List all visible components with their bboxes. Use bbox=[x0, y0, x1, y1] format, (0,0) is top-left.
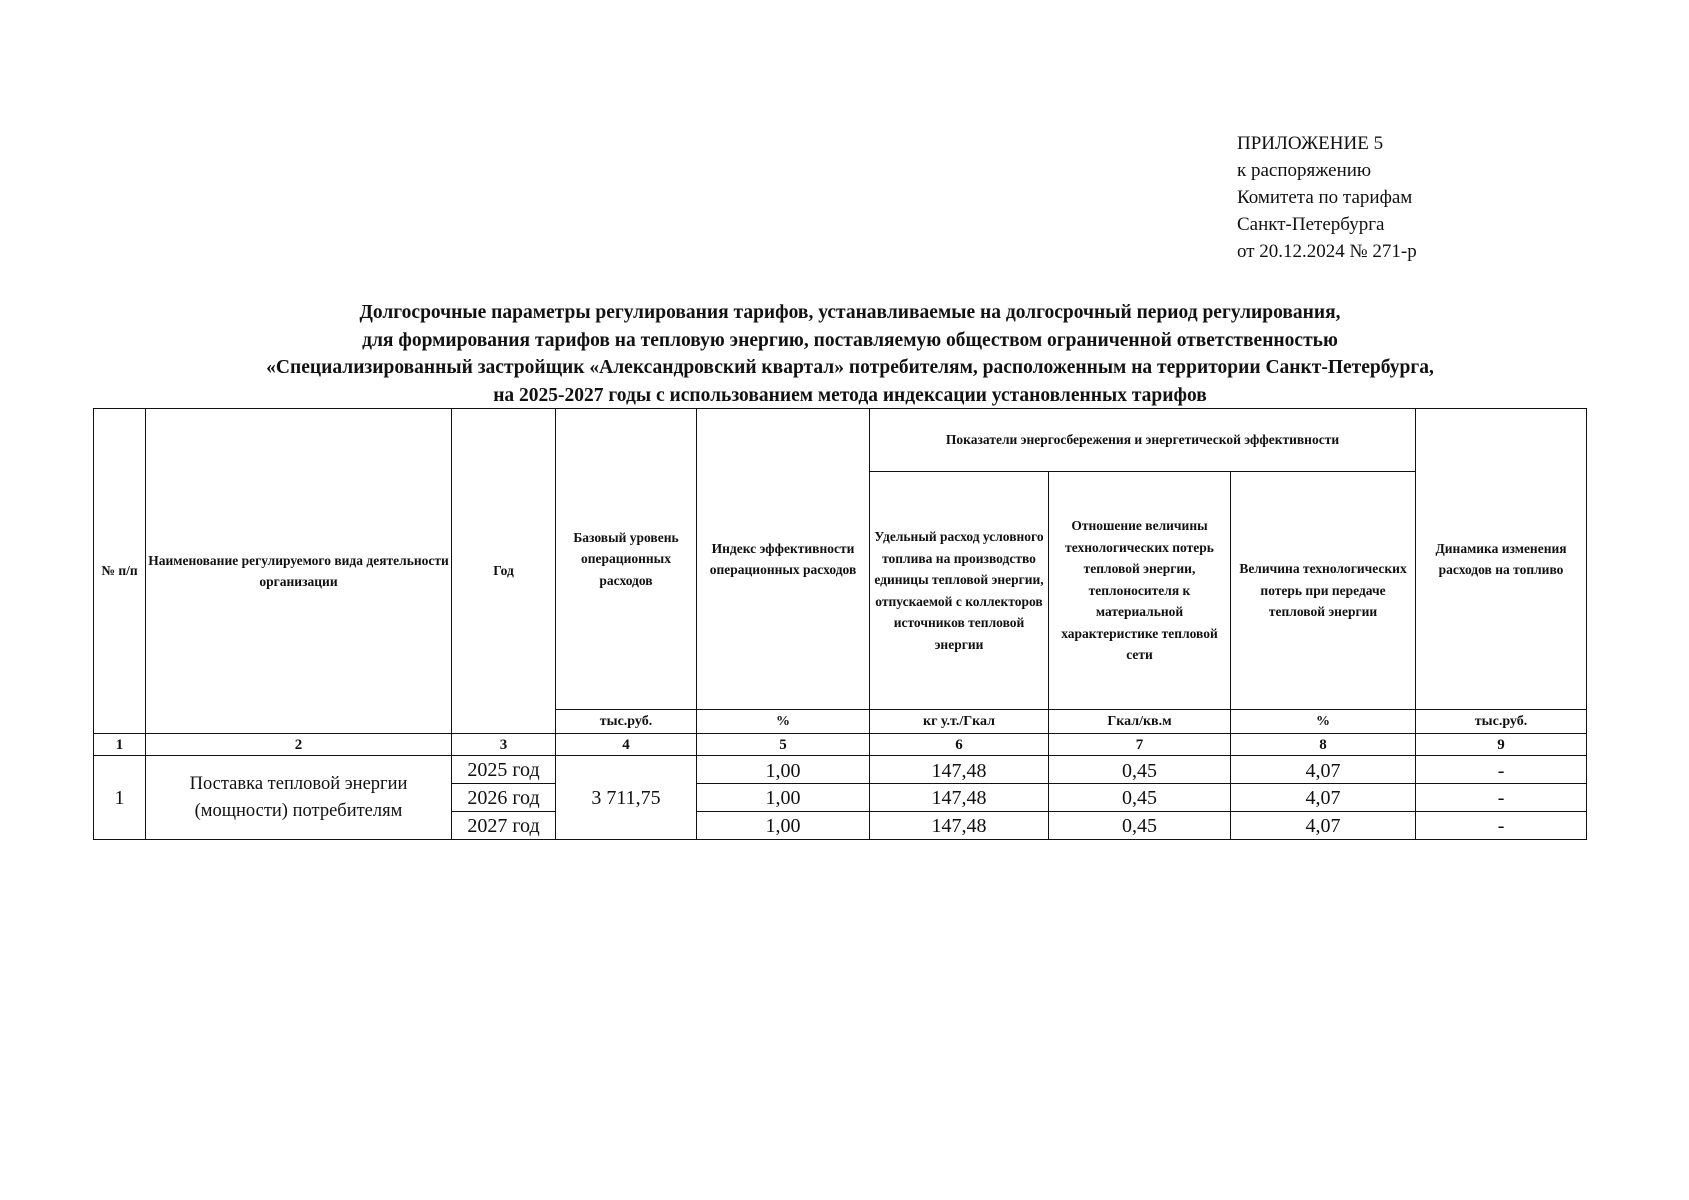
header-losses-ratio: Отношение величины технологических потерь тепловой энергии, теплоносителя к материальной характеристике тепловой сети bbox=[1049, 472, 1231, 710]
parameters-table bbox=[93, 408, 1587, 840]
year-cell: 2026 год bbox=[452, 784, 556, 812]
table-row bbox=[94, 756, 1587, 784]
unit-technological-losses: % bbox=[1231, 710, 1416, 734]
column-number: 8 bbox=[1231, 734, 1416, 756]
column-number: 3 bbox=[452, 734, 556, 756]
title-line: на 2025-2027 годы с использованием метода индексации установленных тарифов bbox=[493, 384, 1207, 406]
fuel-consumption-value: 147,48 bbox=[870, 784, 1049, 812]
header-year: Год bbox=[452, 409, 556, 734]
year-cell: 2027 год bbox=[452, 812, 556, 840]
column-number: 4 bbox=[556, 734, 697, 756]
fuel-dynamics-value: - bbox=[1416, 784, 1587, 812]
header-efficiency-index: Индекс эффективности операционных расходов bbox=[697, 409, 870, 710]
base-opex-value: 3 711,75 bbox=[556, 756, 697, 840]
unit-losses-ratio: Гкал/кв.м bbox=[1049, 710, 1231, 734]
document-title bbox=[140, 299, 1560, 409]
efficiency-index-value: 1,00 bbox=[697, 784, 870, 812]
header-energy-saving-group: Показатели энергосбережения и энергетической эффективности bbox=[870, 409, 1416, 472]
title-line: для формирования тарифов на тепловую энергию, поставляемую обществом ограниченной ответственностью bbox=[362, 329, 1338, 351]
appendix-title: ПРИЛОЖЕНИЕ 5 bbox=[1237, 133, 1384, 154]
activity-name: Поставка тепловой энергии (мощности) потребителям bbox=[146, 756, 452, 840]
fuel-consumption-value: 147,48 bbox=[870, 756, 1049, 784]
fuel-consumption-value: 147,48 bbox=[870, 812, 1049, 840]
losses-ratio-value: 0,45 bbox=[1049, 812, 1231, 840]
fuel-dynamics-value: - bbox=[1416, 812, 1587, 840]
technological-losses-value: 4,07 bbox=[1231, 784, 1416, 812]
fuel-dynamics-value: - bbox=[1416, 756, 1587, 784]
column-number: 7 bbox=[1049, 734, 1231, 756]
unit-fuel-dynamics: тыс.руб. bbox=[1416, 710, 1587, 734]
row-number: 1 bbox=[94, 756, 146, 840]
column-number: 5 bbox=[697, 734, 870, 756]
losses-ratio-value: 0,45 bbox=[1049, 784, 1231, 812]
appendix-line: Комитета по тарифам bbox=[1237, 187, 1413, 208]
header-technological-losses: Величина технологических потерь при передаче тепловой энергии bbox=[1231, 472, 1416, 710]
title-line: «Специализированный застройщик «Александровский квартал» потребителям, расположенным на территории Санкт-Петербурга, bbox=[266, 357, 1434, 378]
column-number: 1 bbox=[94, 734, 146, 756]
column-number: 9 bbox=[1416, 734, 1587, 756]
header-no: № п/п bbox=[94, 409, 146, 734]
header-name: Наименование регулируемого вида деятельности организации bbox=[146, 409, 452, 734]
efficiency-index-value: 1,00 bbox=[697, 756, 870, 784]
year-cell: 2025 год bbox=[452, 756, 556, 784]
losses-ratio-value: 0,45 bbox=[1049, 756, 1231, 784]
title-line: Долгосрочные параметры регулирования тарифов, устанавливаемые на долгосрочный период регулирования, bbox=[359, 302, 1341, 323]
appendix-line: Санкт-Петербурга bbox=[1237, 214, 1385, 235]
header-fuel-consumption: Удельный расход условного топлива на производство единицы тепловой энергии, отпускаемой с коллекторов источников тепловой энергии bbox=[870, 472, 1049, 710]
efficiency-index-value: 1,00 bbox=[697, 812, 870, 840]
header-row-group bbox=[94, 409, 1587, 472]
technological-losses-value: 4,07 bbox=[1231, 756, 1416, 784]
header-fuel-dynamics: Динамика изменения расходов на топливо bbox=[1416, 409, 1587, 710]
column-number: 6 bbox=[870, 734, 1049, 756]
column-number: 2 bbox=[146, 734, 452, 756]
column-numbers-row bbox=[94, 734, 1587, 756]
unit-base-opex: тыс.руб. bbox=[556, 710, 697, 734]
unit-efficiency-index: % bbox=[697, 710, 870, 734]
header-base-opex: Базовый уровень операционных расходов bbox=[556, 409, 697, 710]
appendix-block bbox=[1237, 130, 1417, 265]
technological-losses-value: 4,07 bbox=[1231, 812, 1416, 840]
appendix-date: от 20.12.2024 № 271-р bbox=[1237, 241, 1417, 262]
appendix-line: к распоряжению bbox=[1237, 160, 1372, 181]
unit-fuel-consumption: кг у.т./Гкал bbox=[870, 710, 1049, 734]
